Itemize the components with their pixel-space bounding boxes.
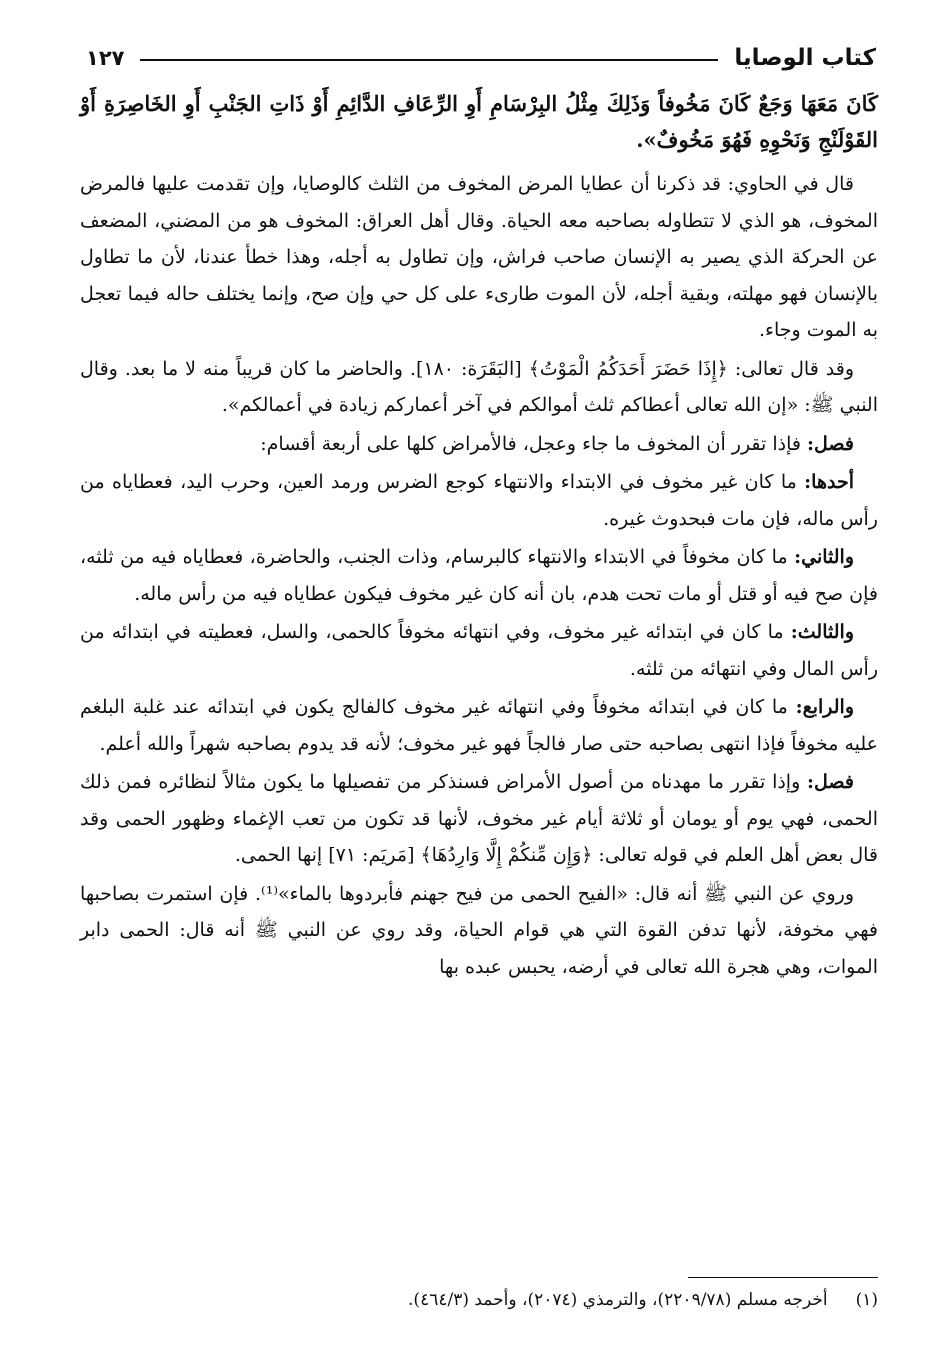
paragraph-text: فإذا تقرر أن المخوف ما جاء وعجل، فالأمراض كلها على أربعة أقسام:: [260, 432, 808, 455]
paragraph: [80, 464, 878, 537]
page-header: [86, 38, 876, 78]
paragraph-text: ما كان في ابتدائه غير مخوف، وفي انتهائه مخوفاً كالحمى، والسل، فعطيته في ابتدائه من رأس المال وفي انتهائه من ثلثه.: [80, 621, 878, 680]
paragraph-text: ما كان مخوفاً في الابتداء والانتهاء كالبرسام، وذات الجنب، والحاضرة، فعطاياه فيه من ثلثه، فإن صح فيه أو قتل أو مات تحت هدم، بان أنه كان غير مخوف فيكون عطاياه فيه من رأس ماله.: [80, 546, 878, 605]
paragraph: [80, 689, 878, 762]
section-heading: والثاني:: [794, 546, 854, 568]
paragraph: وروي عن النبي ﷺ أنه قال: «الفيح الحمى من فيح جهنم فأبردوها بالماء»⁽¹⁾. فإن استمرت بصاحبها فهي مخوفة، لأنها تدفن القوة التي هي قوام الحياة، وقد روي عن النبي ﷺ أنه قال: الحمى دابر الموات، وهي هجرة الله تعالى في أرضه، يحبس عبده بها: [80, 882, 878, 978]
section-heading: والرابع:: [795, 696, 854, 718]
main-text: [80, 86, 878, 987]
book-title: كتاب الوصايا: [734, 45, 876, 71]
paragraph-text: ما كان غير مخوف في الابتداء والانتهاء كوجع الضرس ورمد العين، وحرب اليد، فعطاياه من رأس ماله، فإن مات فبحدوث غيره.: [80, 471, 878, 530]
paragraph: [80, 539, 878, 612]
footnote-marker: (١): [855, 1290, 878, 1310]
paragraph: [80, 426, 878, 463]
paragraph: قال في الحاوي: قد ذكرنا أن عطايا المرض المخوف من الثلث كالوصايا، وإن تقدمت عليها فالمرض المخوف، هو الذي لا تتطاوله بصاحبه معه الحياة. وقال أهل العراق: المخوف هو من المضني، المضعف عن الحركة الذي يصير به الإنسان صاحب فراش، وإن تطاول به أجله، وهذا خطأ عندنا، لأن ما تطاول بالإنسان فهو مهلته، وبقية أجله، لأن الموت طارىء على كل حي وإن صح، وإنما يختلف حاله فيما تعجل به الموت وجاء.: [80, 173, 878, 341]
section-heading: أحدها:: [804, 471, 854, 493]
section-heading: فصل:: [807, 432, 854, 455]
paragraph: وقد قال تعالى: ﴿إِذَا حَضَرَ أَحَدَكُمُ الْمَوْتُ﴾ [البَقَرَة: ١٨٠]. والحاضر ما كان قريباً منه لا ما بعد. وقال النبي ﷺ: «إن الله تعالى أعطاكم ثلث أموالكم في آخر أعماركم زيادة في أعمالكم».: [80, 357, 878, 416]
footnote-separator: [688, 1277, 878, 1278]
section-heading: والثالث:: [790, 621, 854, 643]
footnote: [80, 1285, 878, 1315]
footnote-text: أخرجه مسلم (٢٢٠٩/٧٨)، والترمذي (٢٠٧٤)، وأحمد (٤٦٤/٣).: [408, 1290, 828, 1310]
section-heading: فصل:: [807, 771, 854, 793]
paragraph-text: ما كان في ابتدائه مخوفاً وفي انتهائه غير مخوف كالفالج يكون في ابتدائه عند غلبة البلغم عليه مخوفاً فإذا انتهى بصاحبه حتى صار فالجاً فهو غير مخوف؛ لأنه قد يدوم بصاحبه شهراً والله أعلم.: [80, 696, 878, 755]
paragraph: [80, 764, 878, 874]
paragraph: [80, 614, 878, 687]
matn-text: كَانَ مَعَهَا وَجَعٌ كَانَ مَخُوفاً وَذَلِكَ مِثْلُ البِرْسَامِ أَوِ الرِّعَافِ الدَّائِمِ أَوْ ذَاتِ الجَنْبِ أَوِ الخَاصِرَةِ أَوْ القَوْلَنْجِ وَنَحْوِهِ فَهُوَ مَخُوفٌ».: [80, 91, 878, 152]
page-number: ١٢٧: [86, 46, 125, 70]
paragraph-text: وإذا تقرر ما مهدناه من أصول الأمراض فسنذكر من تفصيلها ما يكون مثالاً لنظائره فمن ذلك الحمى، فهي يوم أو يومان أو ثلاثة أيام غير مخوف، لأنها قد تكون من تعب الإغماء وظهور الحمى وقد قال بعض أهل العلم في قوله تعالى: ﴿وَإِن مِّنكُمْ إِلَّا وَارِدُهَا﴾ [مَريَم: ٧١] إنها الحمى.: [80, 771, 878, 866]
header-rule: [140, 59, 718, 61]
